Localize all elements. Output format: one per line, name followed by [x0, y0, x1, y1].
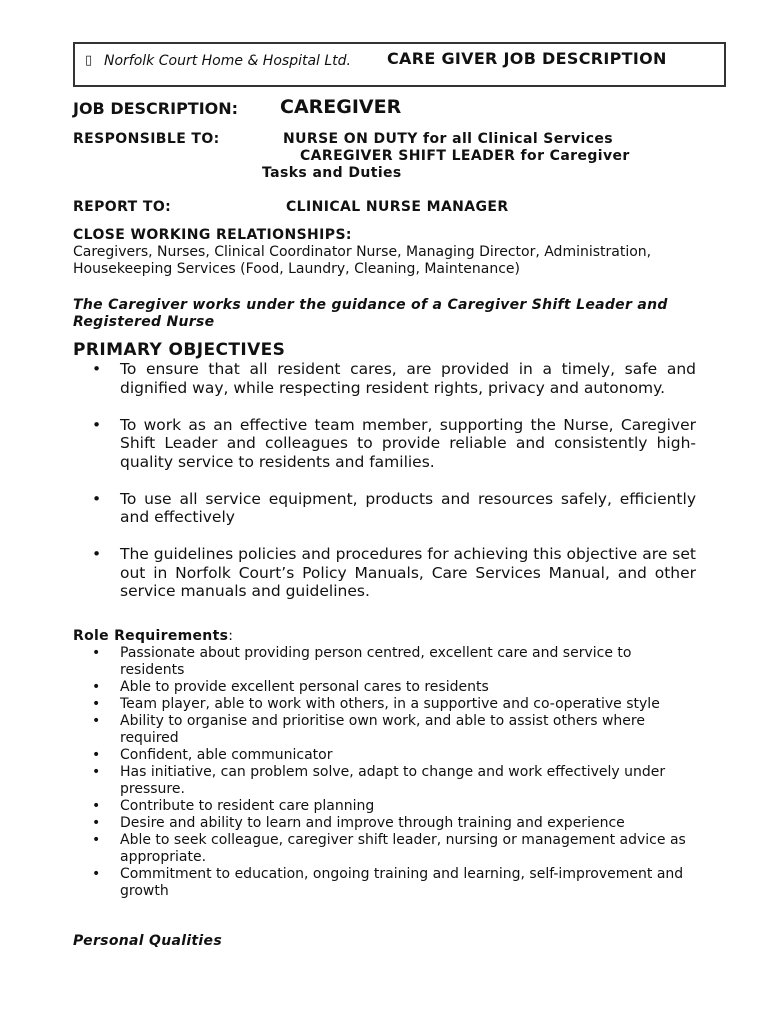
role-requirements-title: Role Requirements: [73, 628, 229, 644]
report-to-value: CLINICAL NURSE MANAGER: [286, 199, 509, 215]
responsible-to-label: RESPONSIBLE TO:: [73, 131, 220, 147]
responsible-to-line-2: CAREGIVER SHIFT LEADER for Caregiver: [300, 148, 630, 164]
list-item: • Passionate about providing person centred, excellent care and service to residents: [91, 645, 696, 679]
list-item: • Able to seek colleague, caregiver shift leader, nursing or management advice as appropriate.: [91, 832, 696, 866]
list-item: • Confident, able communicator: [91, 747, 696, 764]
primary-objectives-list: [91, 360, 696, 619]
list-item: • Ability to organise and prioritise own work, and able to assist others where required: [91, 713, 696, 747]
role-requirements-list: [91, 645, 696, 900]
close-working-label: CLOSE WORKING RELATIONSHIPS:: [73, 227, 352, 243]
list-item: • To use all service equipment, products and resources safely, efficiently and effectively: [91, 490, 696, 527]
personal-qualities-heading: Personal Qualities: [73, 933, 222, 949]
responsible-to-line-3: Tasks and Duties: [262, 165, 402, 181]
role-requirements-colon: :: [228, 628, 233, 644]
close-working-text: Caregivers, Nurses, Clinical Coordinator Nurse, Managing Director, Administration, Housekeeping Services (Food, Laundry, Cleaning, Maintenance): [73, 244, 652, 277]
list-item: • The guidelines policies and procedures for achieving this objective are set out in Norfolk Court’s Policy Manuals, Care Services Manual, and other service manuals and guidelines.: [91, 545, 696, 601]
header-box: [73, 42, 726, 87]
primary-objectives-heading: PRIMARY OBJECTIVES: [73, 340, 286, 360]
list-item: • Able to provide excellent personal cares to residents: [91, 679, 696, 696]
list-item: • Desire and ability to learn and improve through training and experience: [91, 815, 696, 832]
job-description-value: CAREGIVER: [280, 96, 402, 118]
role-requirements-heading: [73, 628, 233, 644]
job-description-label: JOB DESCRIPTION:: [73, 99, 239, 118]
guidance-statement: The Caregiver works under the guidance of a Caregiver Shift Leader and Registered Nurse: [73, 297, 668, 330]
list-item: • To work as an effective team member, supporting the Nurse, Caregiver Shift Leader and colleagues to provide reliable and consistently high-quality service to residents and families.: [91, 416, 696, 472]
company-name: Norfolk Court Home & Hospital Ltd.: [104, 53, 352, 69]
report-to-label: REPORT TO:: [73, 199, 172, 215]
list-item: • Team player, able to work with others, in a supportive and co-operative style: [91, 696, 696, 713]
list-item: • Contribute to resident care planning: [91, 798, 696, 815]
list-item: • To ensure that all resident cares, are provided in a timely, safe and dignified way, while respecting resident rights, privacy and autonomy.: [91, 360, 696, 397]
list-item: • Commitment to education, ongoing training and learning, self-improvement and growth: [91, 866, 696, 900]
responsible-to-line-1: NURSE ON DUTY for all Clinical Services: [283, 131, 614, 147]
list-item: • Has initiative, can problem solve, adapt to change and work effectively under pressure.: [91, 764, 696, 798]
document-icon: ▯: [85, 53, 93, 68]
document-title: CARE GIVER JOB DESCRIPTION: [387, 49, 667, 68]
